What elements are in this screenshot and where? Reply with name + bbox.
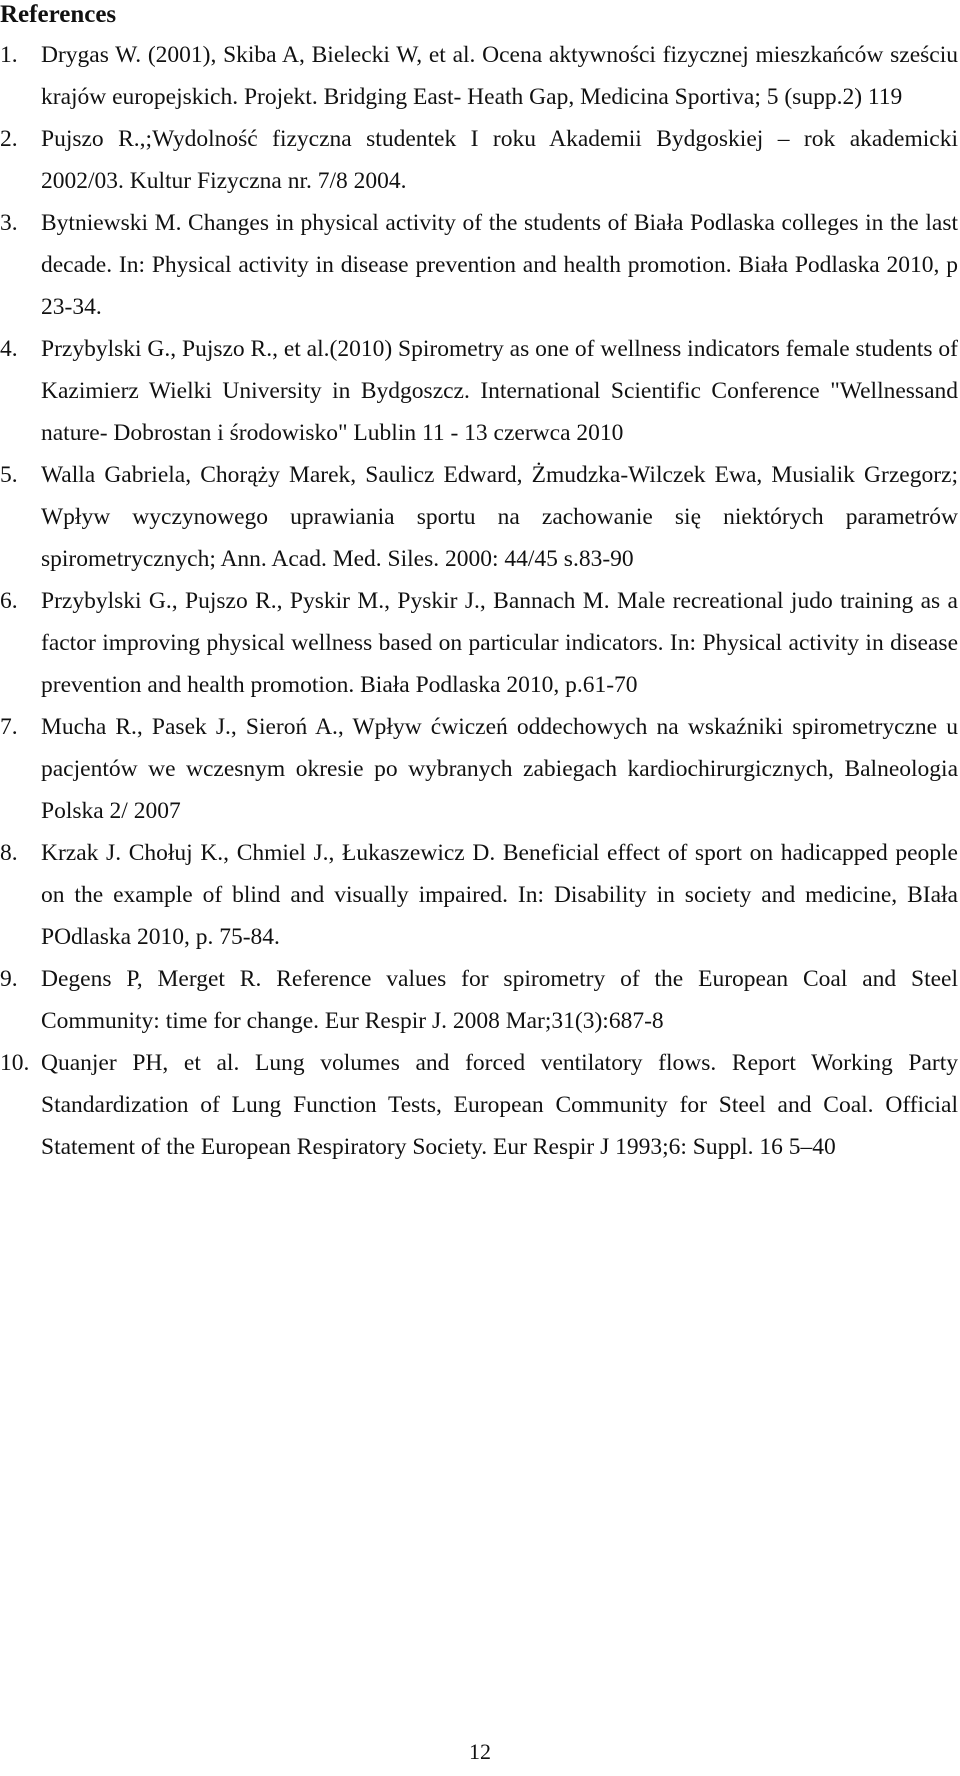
reference-item xyxy=(0,1042,958,1168)
reference-number: 7. xyxy=(0,714,18,740)
reference-item xyxy=(0,118,958,202)
page-number: 12 xyxy=(469,1739,491,1764)
references-heading: References xyxy=(0,1,117,28)
reference-text: Krzak J. Chołuj K., Chmiel J., Łukaszewicz D. Beneficial effect of sport on hadicapped people on the example of blind and visually impaired. In: Disability in society and medicine, BIała POdlaska 2010, p. 75-84. xyxy=(41,840,958,950)
reference-item xyxy=(0,580,958,706)
reference-number: 6. xyxy=(0,588,18,614)
reference-number: 5. xyxy=(0,462,18,488)
reference-text: Degens P, Merget R. Reference values for spirometry of the European Coal and Steel Community: time for change. Eur Respir J. 2008 Mar;31(3):687-8 xyxy=(41,966,958,1034)
reference-item xyxy=(0,202,958,328)
reference-text: Walla Gabriela, Chorąży Marek, Saulicz Edward, Żmudzka-Wilczek Ewa, Musialik Grzegorz; Wpływ wyczynowego uprawiania sportu na zachowanie się niektórych parametrów spirometrycznych; Ann. Acad. Med. Siles. 2000: 44/45 s.83-90 xyxy=(41,462,958,572)
reference-text: Przybylski G., Pujszo R., Pyskir M., Pyskir J., Bannach M. Male recreational judo training as a factor improving physical wellness based on particular indicators. In: Physical activity in disease prevention and health promotion. Biała Podlaska 2010, p.61-70 xyxy=(41,588,958,698)
reference-text: Drygas W. (2001), Skiba A, Bielecki W, et al. Ocena aktywności fizycznej mieszkańców sześciu krajów europejskich. Projekt. Bridging East- Heath Gap, Medicina Sportiva; 5 (supp.2) 119 xyxy=(41,42,958,110)
reference-text: Przybylski G., Pujszo R., et al.(2010) Spirometry as one of wellness indicators female students of Kazimierz Wielki University in Bydgoszcz. International Scientific Conference "Wellnessand nature- Dobrostan i środowisko" Lublin 11 - 13 czerwca 2010 xyxy=(41,336,958,446)
reference-item xyxy=(0,832,958,958)
reference-number: 10. xyxy=(0,1050,30,1076)
reference-item xyxy=(0,454,958,580)
reference-number: 9. xyxy=(0,966,18,992)
reference-number: 1. xyxy=(0,42,18,68)
reference-item xyxy=(0,706,958,832)
reference-item xyxy=(0,328,958,454)
reference-text: Quanjer PH, et al. Lung volumes and forced ventilatory flows. Report Working Party Standardization of Lung Function Tests, European Community for Steel and Coal. Official Statement of the European Respiratory Society. Eur Respir J 1993;6: Suppl. 16 5–40 xyxy=(41,1050,958,1160)
reference-number: 3. xyxy=(0,210,18,236)
reference-number: 8. xyxy=(0,840,18,866)
reference-number: 4. xyxy=(0,336,18,362)
reference-item xyxy=(0,34,958,118)
reference-item xyxy=(0,958,958,1042)
reference-list xyxy=(0,34,958,1168)
reference-text: Pujszo R.,;Wydolność fizyczna studentek I roku Akademii Bydgoskiej – rok akademicki 2002/03. Kultur Fizyczna nr. 7/8 2004. xyxy=(41,126,958,194)
reference-number: 2. xyxy=(0,126,18,152)
reference-text: Bytniewski M. Changes in physical activity of the students of Biała Podlaska colleges in the last decade. In: Physical activity in disease prevention and health promotion. Biała Podlaska 2010, p 23-34. xyxy=(41,210,958,320)
reference-text: Mucha R., Pasek J., Sieroń A., Wpływ ćwiczeń oddechowych na wskaźniki spirometryczne u pacjentów we wczesnym okresie po wybranych zabiegach kardiochirurgicznych, Balneologia Polska 2/ 2007 xyxy=(41,714,958,824)
